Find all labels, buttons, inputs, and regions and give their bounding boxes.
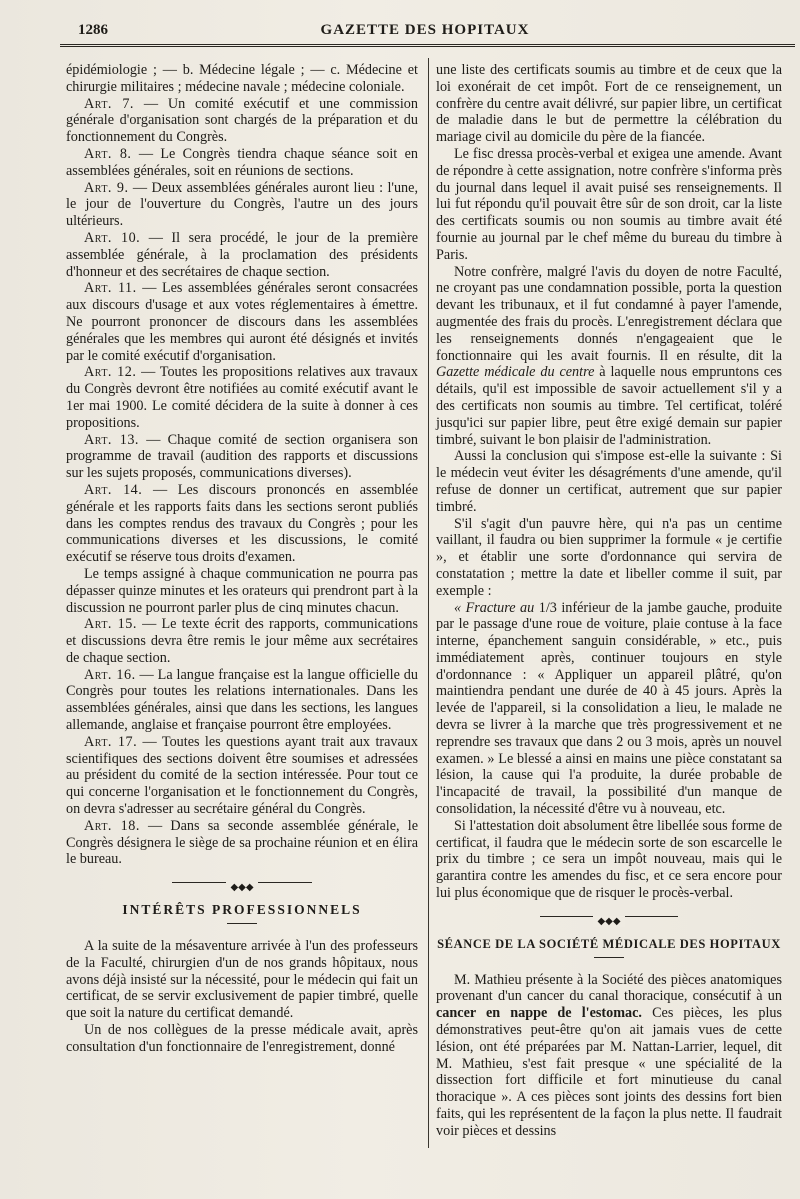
paragraph	[436, 600, 782, 818]
article-text: — Toutes les questions ayant trait aux travaux scientifiques des sections doivent être soumises et adressées au président du comité de la section intéressée. Pour tout ce qui concerne l'organisation et le fonctionnement du Congrès, on devra s'adresser au secrétaire général du Congrès.	[66, 733, 418, 818]
paragraph: épidémiologie ; — b. Médecine légale ; — c. Médecine et chirurgie militaires ; médecine navale ; médecine coloniale.	[66, 62, 418, 95]
paragraph: Un de nos collègues de la presse médicale avait, après consultation d'un fonctionnaire de l'enregistrement, donné	[66, 1022, 418, 1055]
article-label: Art. 17.	[84, 733, 138, 750]
article-text: — Dans sa seconde assemblée générale, le Congrès désignera le siège de sa prochaine réunion et en élira le bureau.	[66, 817, 418, 868]
article-text: — Le Congrès tiendra chaque séance soit en assemblées générales, soit en réunions de sections.	[66, 145, 418, 179]
paragraph: Le temps assigné à chaque communication ne pourra pas dépasser quinze minutes et les orateurs qui prendront part à la discussion ne pourront parler plus de cinq minutes chacun.	[66, 565, 418, 616]
article-13	[66, 432, 418, 482]
paragraph	[436, 972, 782, 1140]
article-16	[66, 667, 418, 734]
left-column	[66, 62, 418, 1056]
article-text: — Deux assemblées générales auront lieu : l'une, le jour de l'ouverture du Congrès, l'autre un des jours ultérieurs.	[66, 179, 418, 230]
header-rule	[60, 44, 795, 47]
article-text: — Les assemblées générales seront consacrées aux discours d'usage et aux votes réglementaires à émettre. Ne pourront prononcer de discours dans les assemblées générales que les membres qui auront été désignés et invités par le comité exécutif d'organisation.	[66, 280, 419, 364]
article-label: Art. 9.	[84, 179, 129, 196]
article-text: — Chaque comité de section organisera son programme de travail (audition des rapports et discussions sur les sujets proposés, communications diverses).	[66, 431, 419, 482]
section-title: INTÉRÊTS PROFESSIONNELS	[122, 902, 362, 918]
title-rule	[227, 923, 257, 924]
article-text: — La langue française est la langue officielle du Congrès pour toutes les relations internationales. Dans les assemblées générales, ainsi que dans les sections, les langues allemande, anglaise et française pourront être employées.	[66, 666, 418, 734]
text: Ces pièces, les plus démonstratives peut-être qu'on ait jamais vues de cette lésion, ont été préparées par M. Nattan-Larrier, lequel, dit M. Mathieu, s'est fait presque « une spécialité de la dissection fort difficile et fort minutieuse du canal thoracique ». A ces pièces sont joints des dessins fort bien faits, qui les représentent de la façon la plus nette. Il faudrait voir pièces et dessins	[436, 1005, 783, 1139]
ornament-divider: ◆◆◆	[436, 912, 782, 922]
article-label: Art. 10.	[84, 229, 141, 246]
article-label: Art. 14.	[84, 481, 143, 498]
article-label: Art. 12.	[84, 364, 137, 381]
text: M. Mathieu présente à la Société des pièces anatomiques provenant d'un cancer du canal thoracique, consécutif à un	[436, 971, 782, 1005]
paragraph: une liste des certificats soumis au timbre et de ceux que la loi exonérait de cet impôt. Fort de ce renseignement, un confrère du centre avait délivré, sur papier libre, un certificat de maladie dans le but de permettre la célébration du mariage civil au domicile du père de la fiancée.	[436, 62, 782, 146]
paragraph	[436, 264, 782, 449]
article-label: Art. 16.	[84, 666, 136, 683]
article-7	[66, 96, 418, 146]
article-11	[66, 280, 418, 364]
article-15	[66, 616, 418, 666]
article-10	[66, 230, 418, 280]
column-divider	[428, 58, 429, 1148]
journal-title: GAZETTE DES HOPITAUX	[320, 22, 530, 38]
article-label: Art. 7.	[84, 95, 134, 112]
article-text: — Un comité exécutif et une commission générale d'organisation sont chargés de la préparation et du fonctionnement du Congrès.	[66, 95, 418, 146]
page-header	[60, 18, 790, 44]
section-title: SÉANCE DE LA SOCIÉTÉ MÉDICALE DES HOPITAUX	[437, 936, 781, 951]
text: Notre confrère, malgré l'avis du doyen de notre Faculté, ne croyant pas une condamnation possible, porta la question devant les tribunaux, et il fut condamné à payer l'amende, augmentée des frais du procès. L'enregistrement déclara que les renseignements donnés n'engageaient que le fonctionnaire qui les avait fournis. Il en résulte, dit la	[436, 263, 782, 364]
page-number: 1286	[78, 22, 108, 38]
article-text: — Toutes les propositions relatives aux travaux du Congrès devront être notifiées au comité exécutif avant le 1er mai 1900. Le comité décidera de la suite à donner à ces propositions.	[66, 364, 418, 431]
article-label: Art. 8.	[84, 145, 132, 162]
article-label: Art. 18.	[84, 817, 140, 834]
paragraph: Le fisc dressa procès-verbal et exigea une amende. Avant de répondre à cette assignation, notre confrère s'informa près du journal dans lequel il avait puisé ses renseignements. Il lui fut répondu qu'il pouvait être sûr de son droit, car la liste des certificats soumis ou non soumis au timbre avait été fournie au journal par le chef même du bureau du timbre à Paris.	[436, 145, 782, 263]
article-8	[66, 146, 418, 180]
article-text: — Il sera procédé, le jour de la première assemblée générale, à la proclamation des présidents d'honneur et des secrétaires de chaque section.	[66, 229, 418, 280]
paragraph: S'il s'agit d'un pauvre hère, qui n'a pas un centime vaillant, il faudra ou bien supprimer la formule « je certifie », et établir une sorte d'ordonnance qui servira de constatation ; mettre la date et libeller comme il suit, par exemple :	[436, 515, 782, 599]
article-12	[66, 364, 418, 431]
article-label: Art. 15.	[84, 616, 137, 633]
emphasis: cancer en nappe de l'estomac.	[436, 1005, 642, 1022]
article-18	[66, 818, 418, 868]
ornament-divider: ◆◆◆	[66, 878, 418, 888]
article-label: Art. 13.	[84, 431, 139, 448]
article-label: Art. 11.	[84, 280, 137, 297]
text: 1/3 inférieur de la jambe gauche, produite par le passage d'une roue de voiture, plaie contuse à la face interne, épanchement sanguin considérable, » etc., puis immédiatement après, continuer toujours en style d'ordonnance : « Appliquer un appareil plâtré, qu'on maintiendra pendant une durée de 40 à 45 jours. Après la levée de l'appareil, si la consolidation a lieu, le malade ne devra se livrer à la marche que très progressivement et ne reprendre ses travaux que dans 2 ou 3 mois, après un nouvel examen. » Le blessé a ainsi en mains une pièce constatant sa lésion, la cause qui l'a produite, la durée probable de l'incapacité de travail, la possibilité d'un manque de consolidation, la nécessité d'être vu à nouveau, etc.	[436, 599, 783, 818]
paragraph: Si l'attestation doit absolument être libellée sous forme de certificat, il faudra que le médecin sorte de son escarcelle le prix du timbre ; ce sera un impôt nouveau, mais qui le garantira contre les amendes du fisc, et ce sera encore pour lui plus économique que de risquer le procès-verbal.	[436, 817, 783, 902]
paragraph: Aussi la conclusion qui s'impose est-elle la suivante : Si le médecin veut éviter les désagréments d'une amende, qu'il refuse de donner un certificat, autrement que sur papier timbré.	[436, 448, 782, 515]
article-text: — Les discours prononcés en assemblée générale et les rapports faits dans les sections seront publiés dans les comptes rendus des travaux du Congrès ; pour les communications diverses et les discussions, le comité exécutif se réserve tous droits d'examen.	[66, 481, 418, 566]
article-14	[66, 482, 418, 566]
quote-start: « Fracture au	[454, 599, 535, 616]
paragraph: A la suite de la mésaventure arrivée à l'un des professeurs de la Faculté, chirurgien d'un de nos grands hôpitaux, nous avons déjà insisté sur la nécessité, pour le médecin qui fait un certificat, de se servir exclusivement de papier timbré, quelle que soit la nature du certificat demandé.	[66, 938, 418, 1022]
article-9	[66, 180, 418, 230]
right-column	[436, 62, 782, 1140]
text: à laquelle nous empruntons ces détails, qu'il est impossible de savoir actuellement s'il y a des certificats non soumis au timbre. Tel certificat, toléré jusqu'ici sur papier libre, peut être exigé demain sur papier timbré, suivant le bon plaisir de l'administration.	[436, 364, 783, 448]
source-title: Gazette médicale du centre	[436, 364, 595, 381]
article-text: — Le texte écrit des rapports, communications et discussions devra être remis le jour même aux secrétaires de chaque section.	[66, 616, 418, 666]
title-rule	[594, 957, 624, 958]
article-17	[66, 734, 418, 818]
